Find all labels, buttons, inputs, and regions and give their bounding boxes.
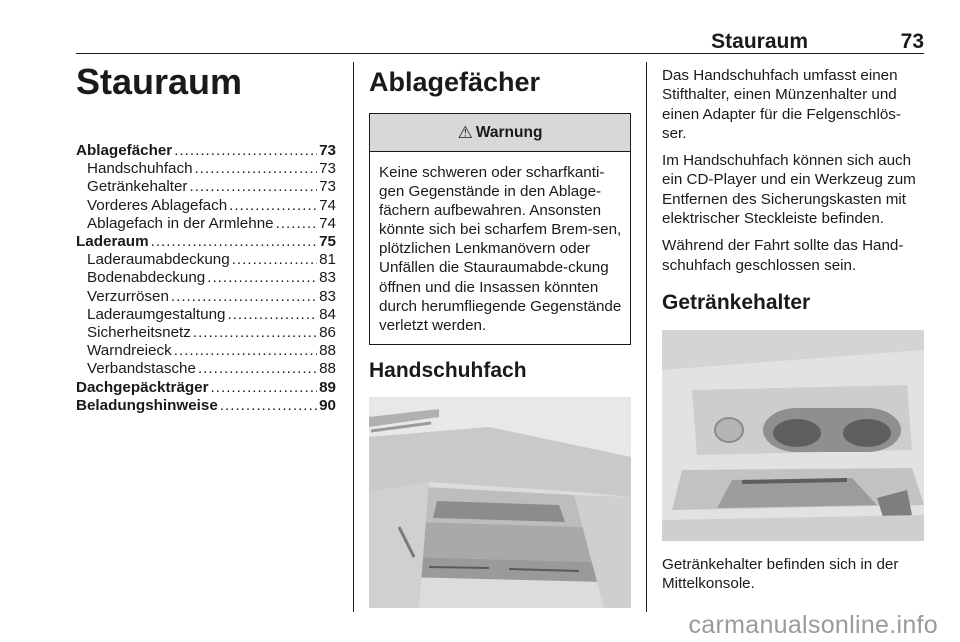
toc-dot-leader: [276, 215, 318, 233]
toc-entry-label: Warndreieck: [87, 342, 172, 360]
cupholder-title: Getränkehalter: [662, 290, 811, 314]
section-title: Ablagefächer: [369, 67, 541, 97]
toc-entry-label: Laderaumabdeckung: [87, 251, 230, 269]
toc-entry[interactable]: [76, 160, 336, 178]
glovebox-illustration: [369, 397, 631, 608]
toc-entry-label: Ablagefächer: [76, 142, 173, 159]
toc-entry[interactable]: [76, 142, 336, 160]
toc-entry-page: 73: [319, 178, 336, 196]
toc-entry-page: 81: [319, 251, 336, 269]
toc-column: [76, 60, 336, 415]
toc-entry-label: Getränkehalter: [87, 178, 188, 196]
glovebox-paragraph-3: Während der Fahrt sollte das Hand-schuhfach geschlossen sein.: [662, 237, 904, 274]
toc-entry-page: 89: [319, 378, 336, 396]
toc-entry-page: 88: [319, 342, 336, 360]
warning-box: [369, 113, 631, 345]
toc-entry-label: Ablagefach in der Armlehne: [87, 214, 274, 232]
column-divider-right: [646, 62, 647, 612]
toc-entry[interactable]: [76, 379, 336, 397]
toc-entry-label: Verzurrösen: [87, 287, 169, 305]
toc-entry[interactable]: [76, 215, 336, 233]
toc-dot-leader: [195, 160, 318, 178]
warning-title: Warnung: [475, 123, 543, 141]
toc-entry-label: Dachgepäckträger: [76, 378, 209, 396]
toc-dot-leader: [174, 342, 317, 360]
toc-entry-page: 86: [319, 324, 336, 342]
toc-dot-leader: [232, 251, 317, 269]
cupholder-illustration: [662, 330, 924, 541]
toc-entry-page: 73: [319, 142, 336, 159]
glovebox-title: Handschuhfach: [369, 358, 527, 382]
toc-entry-page: 83: [319, 269, 336, 287]
toc-entry[interactable]: [76, 397, 336, 415]
toc-dot-leader: [193, 324, 317, 342]
toc-entry-page: 88: [319, 360, 336, 378]
toc-entry[interactable]: [76, 342, 336, 360]
column-divider-left: [353, 62, 354, 612]
toc-entry-label: Bodenabdeckung: [87, 269, 206, 287]
toc-entry[interactable]: [76, 306, 336, 324]
toc-entry-page: 83: [319, 287, 336, 305]
page-title: Stauraum: [76, 61, 243, 102]
right-column: [662, 66, 924, 602]
middle-column: [369, 60, 631, 608]
warning-header: [370, 114, 630, 152]
table-of-contents: [76, 142, 336, 415]
glovebox-paragraph-1: Das Handschuhfach umfasst einen Stifthalter, einen Münzenhalter und einen Adapter für die Felgenschlös-ser.: [662, 67, 901, 142]
toc-entry[interactable]: [76, 288, 336, 306]
toc-entry-page: 74: [319, 214, 336, 232]
toc-entry-page: 90: [319, 396, 336, 414]
toc-entry-page: 73: [319, 160, 336, 178]
toc-entry-label: Laderaumgestaltung: [87, 305, 226, 323]
toc-entry-page: 84: [319, 305, 336, 323]
toc-entry[interactable]: [76, 197, 336, 215]
toc-dot-leader: [189, 178, 317, 196]
toc-dot-leader: [220, 397, 317, 415]
toc-dot-leader: [229, 197, 317, 215]
glovebox-paragraph-2: Im Handschuhfach können sich auch ein CD-Player und ein Werkzeug zum Entfernen des Sicherungskasten mit elektrischer Steckleiste befinden.: [662, 152, 916, 228]
warning-text: Keine schweren oder scharfkanti-gen Gegenstände in den Ablage-fächern aufbewahren. Ansonsten könnte sich bei scharfem Brem-sen, plötzlichen Lenkmanövern oder Unfällen die Stauraumabde-ckung öffnen und die Insassen könnten durch herumfliegende Gegenstände verletzt werden.: [379, 164, 622, 334]
toc-entry-page: 75: [319, 233, 336, 251]
toc-entry-label: Handschuhfach: [87, 160, 193, 178]
toc-entry-label: Vorderes Ablagefach: [87, 196, 228, 214]
watermark: carmanualsonline.info: [688, 611, 938, 639]
glovebox-photo: [369, 397, 631, 608]
warning-triangle-icon: ⚠: [457, 122, 473, 142]
cupholder-photo: [662, 330, 924, 541]
toc-dot-leader: [211, 379, 318, 397]
toc-entry[interactable]: [76, 233, 336, 251]
toc-entry[interactable]: [76, 178, 336, 196]
toc-entry-label: Verbandstasche: [87, 360, 196, 378]
toc-entry-page: 74: [319, 196, 336, 214]
toc-dot-leader: [207, 269, 317, 287]
toc-dot-leader: [174, 142, 317, 160]
toc-entry[interactable]: [76, 269, 336, 287]
toc-dot-leader: [198, 360, 317, 378]
toc-entry-label: Laderaum: [76, 233, 149, 251]
page-header-title: Stauraum: [711, 30, 808, 53]
toc-dot-leader: [227, 306, 317, 324]
toc-entry[interactable]: [76, 324, 336, 342]
toc-entry-label: Beladungshinweise: [76, 396, 218, 414]
cupholder-paragraph: Getränkehalter befinden sich in der Mittelkonsole.: [662, 555, 899, 593]
toc-dot-leader: [171, 288, 317, 306]
toc-entry-label: Sicherheitsnetz: [87, 324, 191, 342]
page-number: 73: [900, 30, 924, 53]
toc-entry[interactable]: [76, 251, 336, 269]
toc-entry[interactable]: [76, 360, 336, 378]
toc-dot-leader: [151, 233, 318, 251]
header-rule: [76, 53, 924, 54]
